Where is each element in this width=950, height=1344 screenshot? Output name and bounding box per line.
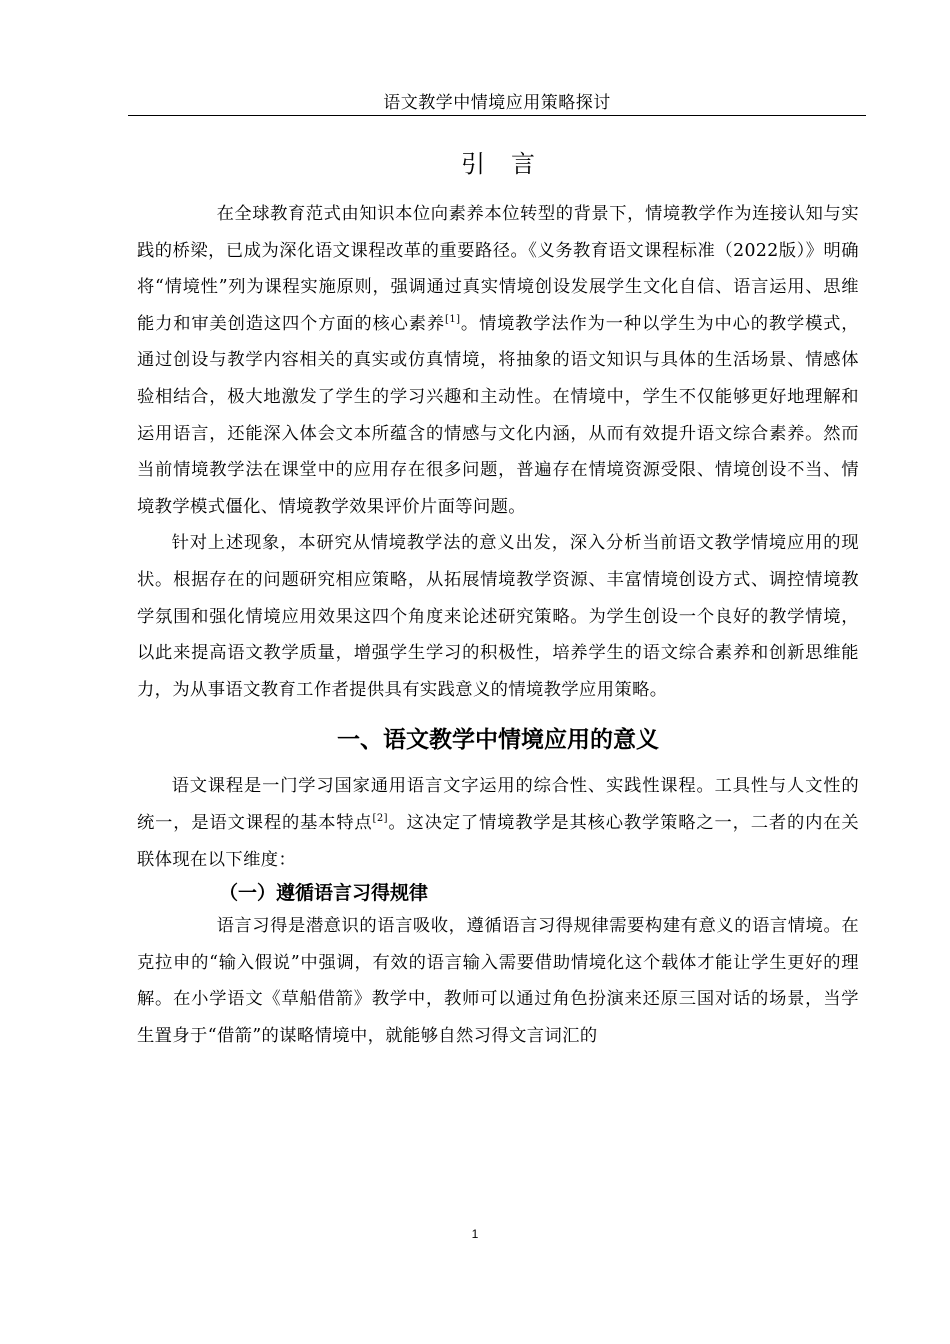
section-1-heading: 一、语文教学中情境应用的意义 [337, 727, 659, 754]
intro-p1-text-a: 在全球教育范式由知识本位向素养本位转型的背景下，情境教学作为连接认知与实践的桥梁，已成为深化语文课程改革的重要路径。《义务教育语文课程标准（2022版）》明确将“情境性”列为课程实施原则，强调通过真实情境创设发展学生文化自信、语言运用、思维能力和审美创造这四个方面的核心素养 [137, 204, 859, 334]
citation-2: [2] [372, 813, 388, 825]
section1-p1-text-a: 语文课程是一门学习国家通用语言文字运用的综合性、实践性课程。工具性与人文性的统一，是语文课程的基本特点 [137, 776, 859, 833]
intro-p1-text-b: 。情境教学法作为一种以学生为中心的教学模式，通过创设与教学内容相关的真实或仿真情境，将抽象的语文知识与具体的生活场景、情感体验相结合，极大地激发了学生的学习兴趣和主动性。在情境中，学生不仅能够更好地理解和运用语言，还能深入体会文本所蕴含的情感与文化内涵，从而有效提升语文综合素养。然而当前情境教学法在课堂中的应用存在很多问题，普遍存在情境资源受限、情境创设不当、情境教学模式僵化、情境教学效果评价片面等问题。 [137, 313, 859, 517]
intro-title: 引言 [461, 150, 561, 178]
section-1-paragraph-1 [137, 768, 859, 878]
section1-p1-text-b: 。这决定了情境教学是其核心教学策略之一，二者的内在关联体现在以下维度： [137, 812, 860, 870]
intro-paragraph-2: 针对上述现象，本研究从情境教学法的意义出发，深入分析当前语文教学情境应用的现状。根据存在的问题研究相应策略，从拓展情境教学资源、丰富情境创设方式、调控情境教学氛围和强化情境应用效果这四个角度来论述研究策略。为学生创设一个良好的教学情境，以此来提高语文教学质量，增强学生学习的积极性，培养学生的语文综合素养和创新思维能力，为从事语文教育工作者提供具有实践意义的情境教学应用策略。 [137, 533, 859, 700]
page-number: 1 [471, 1227, 479, 1241]
subsection-1-heading: （一）遵循语言习得规律 [219, 882, 429, 905]
running-header: 语文教学中情境应用策略探讨 [383, 93, 611, 113]
subsection-1-paragraph-1: 语言习得是潜意识的语言吸收，遵循语言习得规律需要构建有意义的语言情境。在克拉申的“输入假说”中强调，有效的语言输入需要借助情境化这个载体才能让学生更好的理解。在小学语文《草船借箭》教学中，教师可以通过角色扮演来还原三国对话的场景，当学生置身于“借箭”的谋略情境中，就能够自然习得文言词汇的 [137, 916, 859, 1046]
citation-1: [1] [445, 314, 461, 326]
page-content [137, 140, 859, 1054]
intro-paragraph-1 [137, 196, 859, 525]
header-rule [128, 115, 866, 116]
